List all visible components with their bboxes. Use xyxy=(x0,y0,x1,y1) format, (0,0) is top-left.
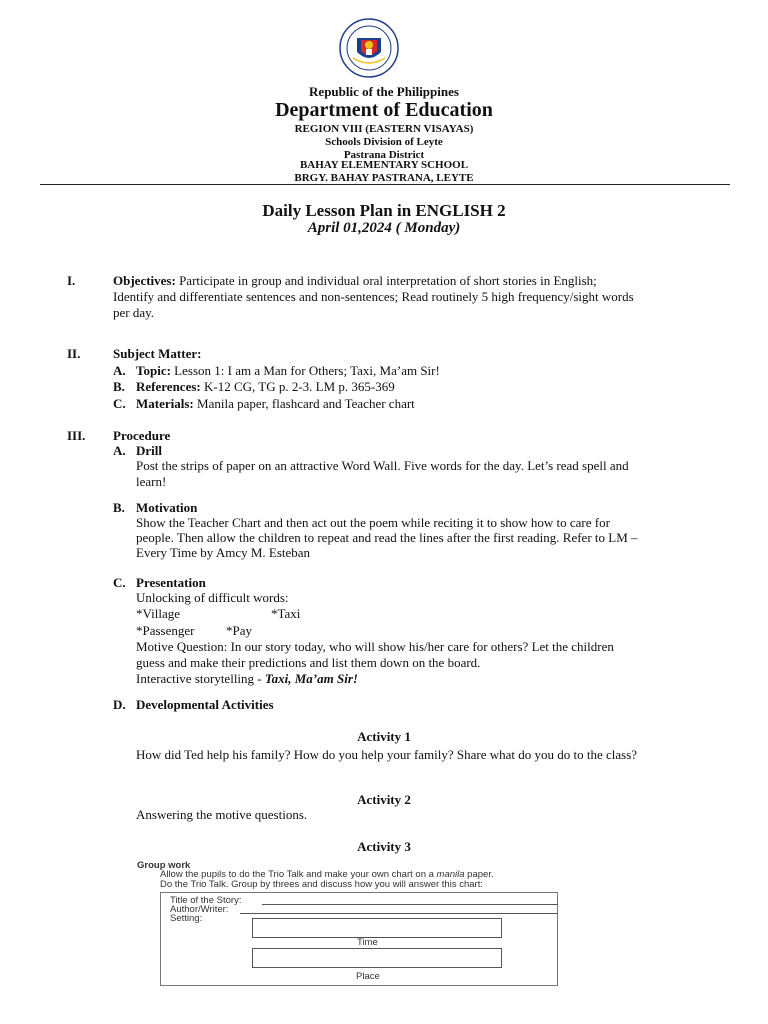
topic-line xyxy=(136,363,440,379)
school-address: BRGY. BAHAY PASTRANA, LEYTE xyxy=(294,172,474,184)
place-label: Place xyxy=(356,971,380,982)
item-letter: A. xyxy=(113,443,126,458)
item-letter: A. xyxy=(113,363,126,378)
motivation-text-2: people. Then allow the children to repeat and read the lines after the first reading. Refer to LM – xyxy=(136,530,638,545)
item-letter: B. xyxy=(113,379,125,394)
time-label: Time xyxy=(357,937,378,948)
item-letter: B. xyxy=(113,500,125,515)
section-numeral: III. xyxy=(67,428,86,443)
activity-3-title: Activity 3 xyxy=(357,839,411,854)
objectives-line-3: per day. xyxy=(113,305,155,320)
objectives-label: Objectives: xyxy=(113,273,176,288)
field-title-line xyxy=(262,904,558,905)
presentation-label: Presentation xyxy=(136,575,206,590)
materials-text: Manila paper, flashcard and Teacher chart xyxy=(193,396,415,411)
activity-2-text: Answering the motive questions. xyxy=(136,807,308,822)
motivation-text-1: Show the Teacher Chart and then act out the poem while reciting it to show how to care for xyxy=(136,515,610,530)
section-numeral: II. xyxy=(67,346,81,361)
place-input-box xyxy=(252,948,502,968)
procedure-label: Procedure xyxy=(113,428,171,443)
drill-text-1: Post the strips of paper on an attractive Word Wall. Five words for the day. Let’s read spell and xyxy=(136,458,629,473)
section-numeral: I. xyxy=(67,273,76,288)
instruction-text: paper. xyxy=(464,869,494,880)
interactive-storytelling xyxy=(136,671,358,687)
group-work-label: Group work xyxy=(137,860,191,871)
region-line: REGION VIII (EASTERN VISAYAS) xyxy=(294,123,474,135)
district-line: Pastrana District xyxy=(343,149,425,161)
vocab-word: *Passenger xyxy=(136,623,195,638)
references-label: References: xyxy=(136,379,201,394)
subject-matter-label: Subject Matter: xyxy=(113,346,202,361)
drill-label: Drill xyxy=(136,443,162,458)
item-letter: C. xyxy=(113,396,126,411)
division-line: Schools Division of Leyte xyxy=(325,136,443,148)
lesson-plan-title: Daily Lesson Plan in ENGLISH 2 xyxy=(262,201,506,220)
vocab-word: *Taxi xyxy=(271,606,301,621)
topic-label: Topic: xyxy=(136,363,171,378)
materials-line xyxy=(136,396,415,412)
objectives-line-1 xyxy=(113,273,597,289)
materials-label: Materials: xyxy=(136,396,194,411)
motive-question-1: Motive Question: In our story today, who will show his/her care for others? Let the children xyxy=(136,639,614,654)
unlocking-text: Unlocking of difficult words: xyxy=(136,590,289,605)
references-text: K-12 CG, TG p. 2-3. LM p. 365-369 xyxy=(200,379,395,394)
time-input-box xyxy=(252,918,502,938)
deped-seal-icon xyxy=(339,18,399,78)
activity-1-title: Activity 1 xyxy=(357,729,411,744)
header-divider xyxy=(40,184,730,185)
story-title: Taxi, Ma’am Sir! xyxy=(264,671,358,686)
drill-text-2: learn! xyxy=(136,474,167,489)
vocab-word: *Village xyxy=(136,606,180,621)
instruction-text: Allow the pupils to do the Trio Talk and make your own chart on a xyxy=(160,869,437,880)
field-author-line xyxy=(240,913,558,914)
field-setting-label: Setting: xyxy=(170,913,203,924)
field-title-label: Title of the Story: xyxy=(170,895,242,906)
item-letter: C. xyxy=(113,575,126,590)
developmental-label: Developmental Activities xyxy=(136,697,274,712)
topic-text: Lesson 1: I am a Man for Others; Taxi, Ma’am Sir! xyxy=(170,363,440,378)
school-name: BAHAY ELEMENTARY SCHOOL xyxy=(299,159,469,171)
objectives-text: Participate in group and individual oral interpretation of short stories in English; xyxy=(175,273,597,288)
motivation-text-3: Every Time by Amcy M. Esteban xyxy=(136,545,311,560)
item-letter: D. xyxy=(113,697,126,712)
field-author-label: Author/Writer: xyxy=(170,904,229,915)
lesson-date: April 01,2024 ( Monday) xyxy=(307,220,461,236)
group-work-instruction-2: Do the Trio Talk. Group by threes and discuss how you will answer this chart: xyxy=(160,879,483,890)
motive-question-2: guess and make their predictions and list them down on the board. xyxy=(136,655,481,670)
department-name: Department of Education xyxy=(275,99,493,121)
objectives-line-2: Identify and differentiate sentences and non-sentences; Read routinely 5 high frequency/sight words xyxy=(113,289,634,304)
vocab-word: *Pay xyxy=(226,623,252,638)
motivation-label: Motivation xyxy=(136,500,198,515)
instruction-emphasis: manila xyxy=(436,869,465,880)
republic-line: Republic of the Philippines xyxy=(309,84,459,99)
references-line xyxy=(136,379,395,395)
interactive-label: Interactive storytelling - xyxy=(136,671,265,686)
activity-1-text: How did Ted help his family? How do you help your family? Share what do you do to the class? xyxy=(136,747,638,762)
activity-2-title: Activity 2 xyxy=(357,792,411,807)
